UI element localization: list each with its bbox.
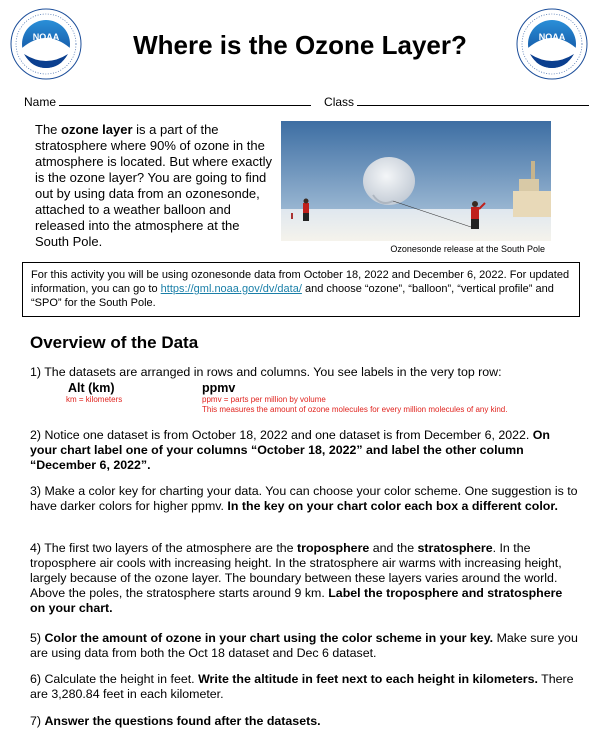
class-label: Class: [324, 95, 355, 109]
class-field[interactable]: [357, 95, 589, 106]
step-3-text: 3) Make a color key for charting your data. You can choose your color scheme. One suggestion is to have darker colors for higher ppmv. In the key on your chart color each box a different color.: [30, 484, 578, 513]
photo-caption: Ozonesonde release at the South Pole: [390, 244, 545, 254]
svg-text:NOAA: NOAA: [32, 32, 60, 42]
step-4-text: 4) The first two layers of the atmosphere are the troposphere and the stratosphere. In the troposphere air cools with increasing height. In the stratosphere air warms with increasing height, largely because of the ozone layer. The boundary between these layers varies around the world. Above the poles, the stratosphere starts around 9 km. Label the troposphere and stratosphere on your chart.: [30, 541, 563, 615]
ppmv-column-label: ppmv ppmv = parts per million by volume This measures the amount of ozone molecules for every million molecules of any kind.: [202, 381, 508, 414]
overview-heading: Overview of the Data: [30, 333, 199, 352]
alt-column-label: Alt (km) km = kilometers: [66, 381, 123, 404]
step-1-text: 1) The datasets are arranged in rows and columns. You see labels in the very top row:: [30, 365, 502, 379]
step-6-text: 6) Calculate the height in feet. Write the altitude in feet next to each height in kilometers. There are 3,280.84 feet in each kilometer.: [30, 672, 574, 701]
name-field[interactable]: [59, 95, 311, 106]
ozonesonde-photo: [281, 121, 551, 241]
svg-text:NOAA: NOAA: [538, 32, 566, 42]
name-class-row: [24, 95, 584, 109]
step-7-text: 7) Answer the questions found after the datasets.: [30, 714, 321, 728]
noaa-data-link[interactable]: https://gml.noaa.gov/dv/data/: [160, 283, 302, 295]
data-source-box: For this activity you will be using ozonesonde data from October 18, 2022 and December 6, 2022. For updated information, you can go to https://gml.noaa.gov/dv/data/ and choose “ozone”, “balloon”, “vertical profile” and “SPO” for the South Pole.: [22, 262, 580, 317]
page-title: Where is the Ozone Layer?: [133, 30, 467, 60]
name-label: Name: [24, 95, 57, 109]
step-2-text: 2) Notice one dataset is from October 18, 2022 and one dataset is from December 6, 2022. On your chart label one of your columns “October 18, 2022” and label the other column “December 6, 2022”.: [30, 428, 551, 472]
intro-paragraph: The ozone layer is a part of the stratosphere where 90% of ozone in the atmosphere is located. But where exactly is the ozone layer? You are going to find out by using data from an ozonesonde, attached to a weather balloon and released into the atmosphere at the South Pole.: [35, 122, 273, 249]
step-5-text: 5) Color the amount of ozone in your chart using the color scheme in your key. Make sure you are using data from both the Oct 18 dataset and Dec 6 dataset.: [30, 631, 578, 660]
